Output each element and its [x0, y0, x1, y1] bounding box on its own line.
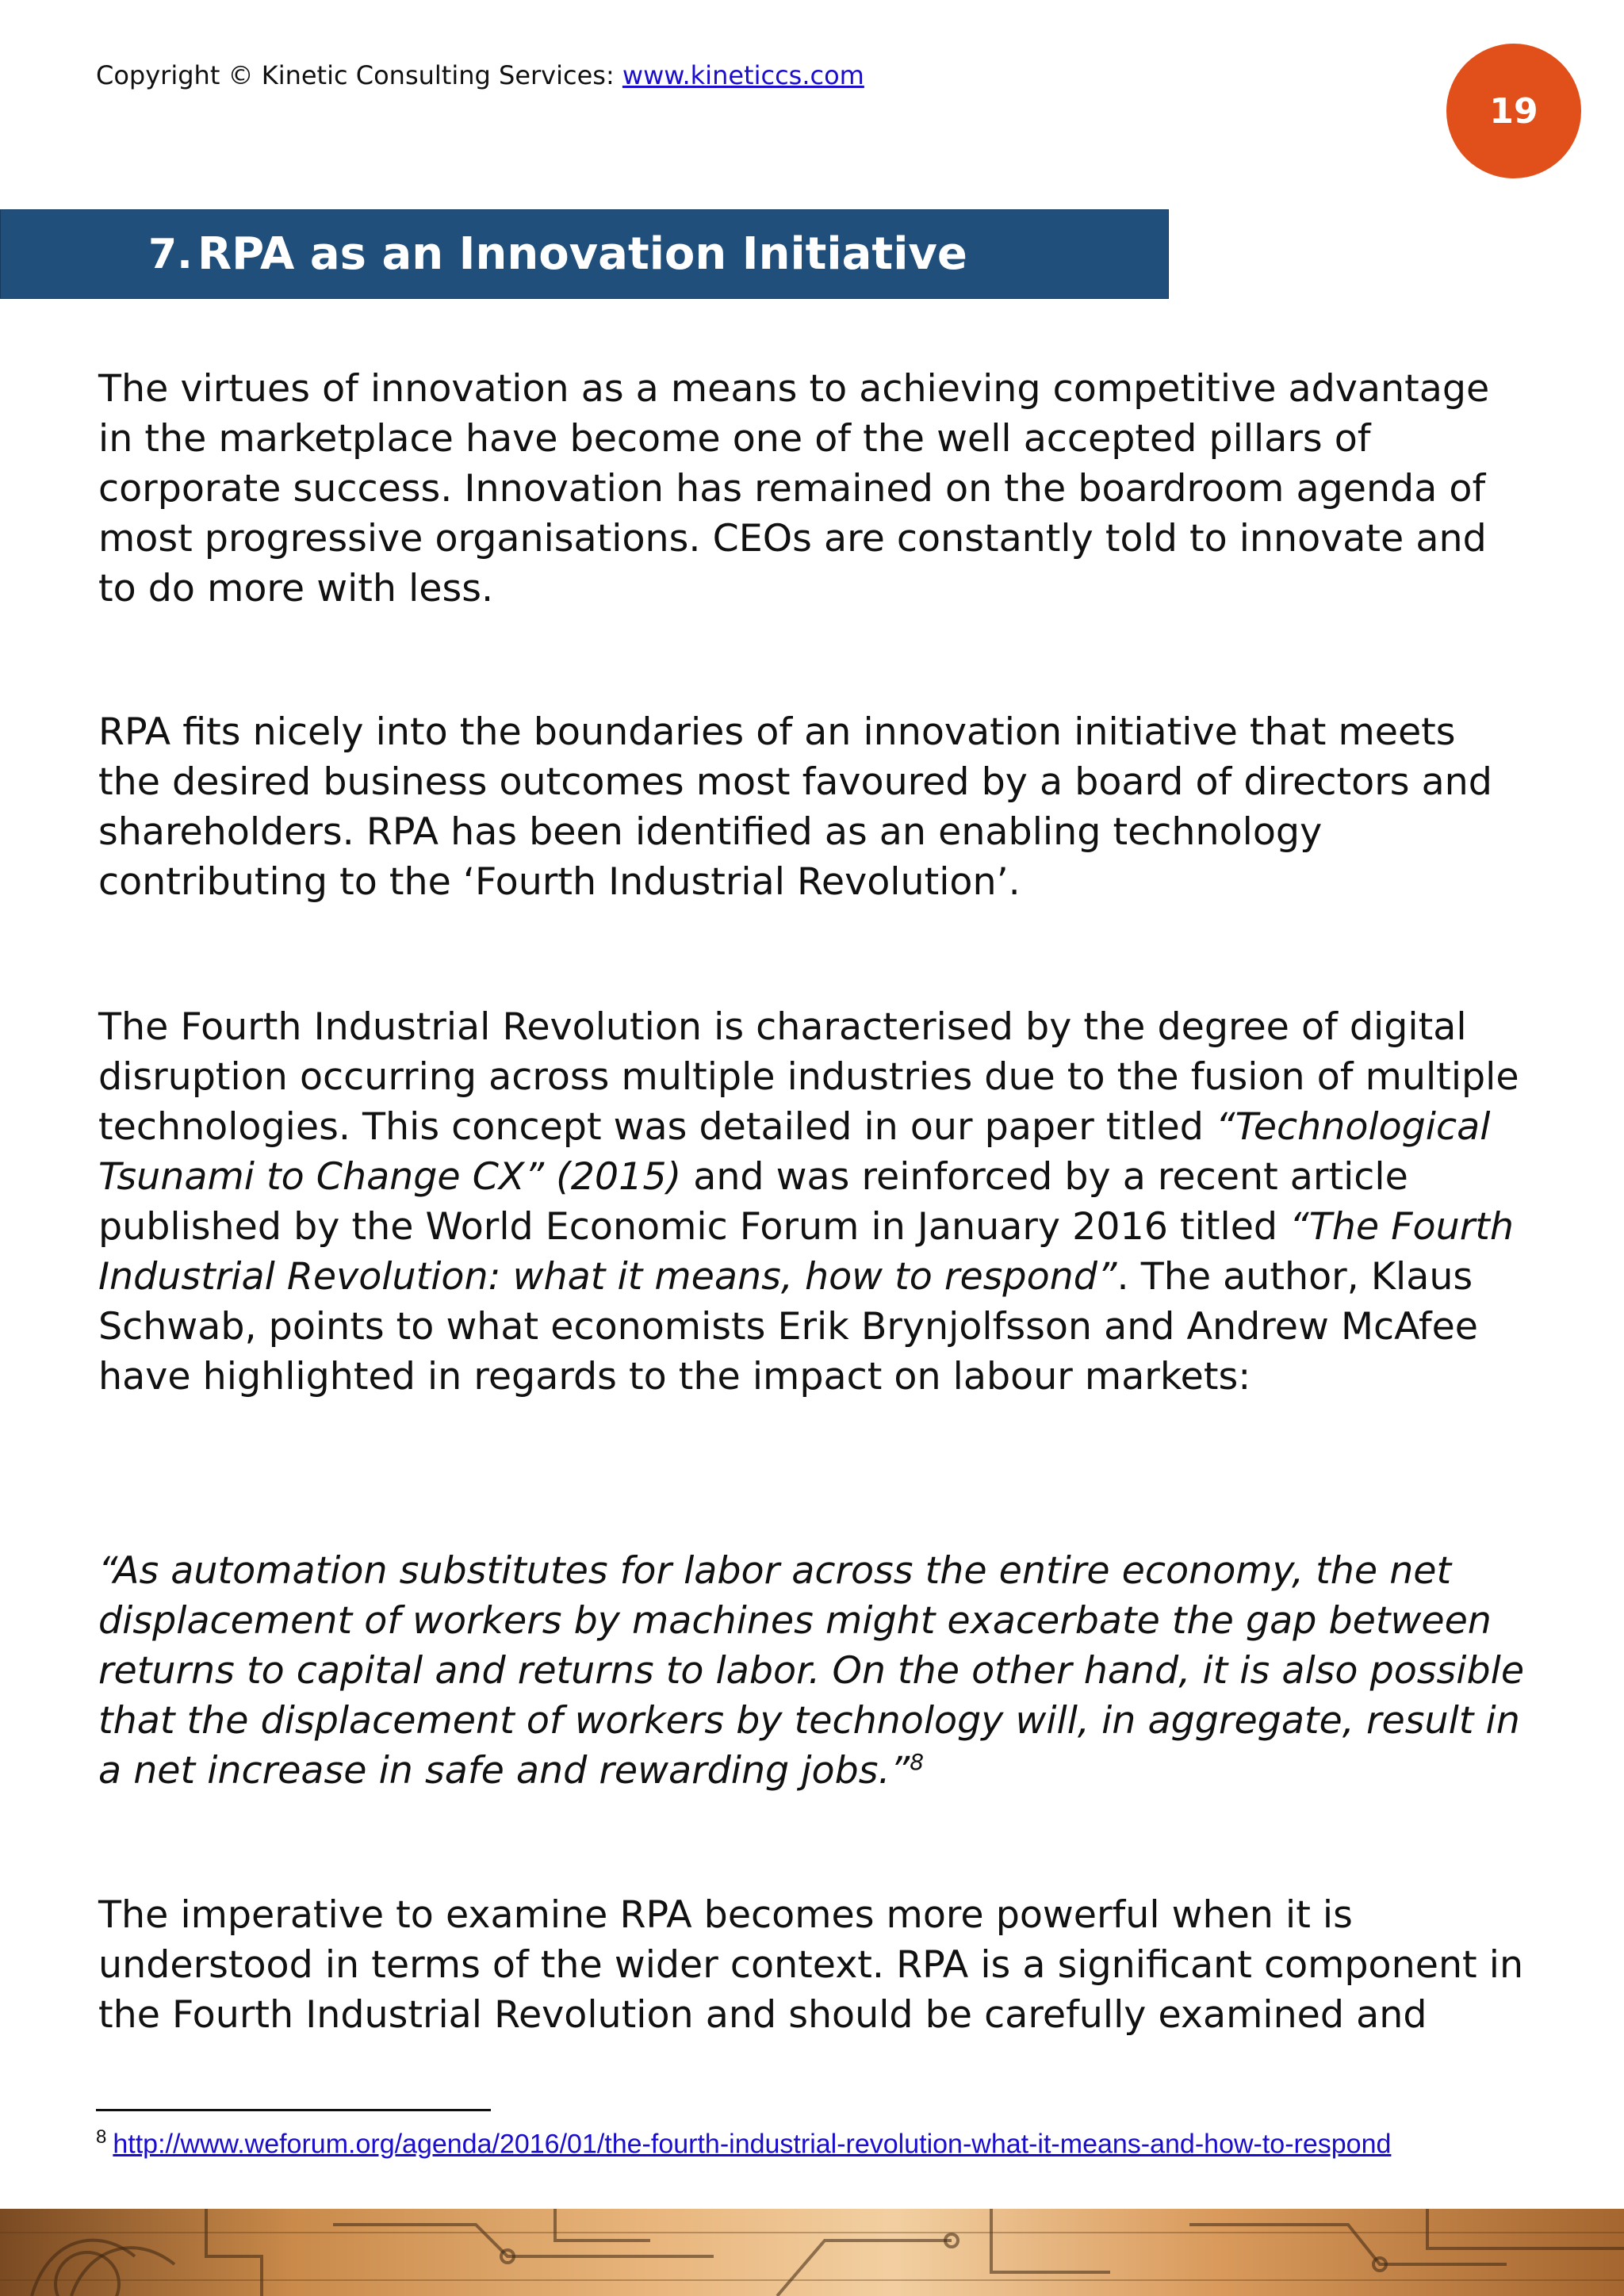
copyright-text: Copyright © Kinetic Consulting Services:	[96, 60, 622, 90]
paragraph-1: The virtues of innovation as a means to achieving competitive advantage in the marketplace have become one of the well accepted pillars of corporate success. Innovation has remained on the boardroom agenda of most progressive organisations. CEOs are constantly told to innovate and to do more with less.	[98, 367, 1490, 610]
footer-banner	[0, 2209, 1624, 2296]
page-number-badge: 19	[1446, 44, 1581, 178]
copyright-line	[96, 60, 864, 90]
article-title: “The Fourth Industrial Revolution: what it means, how to respond”	[98, 1205, 1514, 1299]
paragraph-3-text-b: and was reinforced by a recent article published by the World Economic Forum in January 2016 titled	[98, 1155, 1408, 1249]
paragraph-2: RPA fits nicely into the boundaries of an innovation initiative that meets the desired business outcomes most favoured by a board of directors and shareholders. RPA has been identified as an enabling technology contributing to the ‘Fourth Industrial Revolution’.	[98, 710, 1492, 904]
paper-title: “Technological Tsunami to Change CX” (2015)	[98, 1105, 1491, 1199]
section-number: 7.	[148, 230, 193, 278]
paragraph-4: The imperative to examine RPA becomes more powerful when it is understood in terms of the wider context. RPA is a significant component in the Fourth Industrial Revolution and should be carefully examined and	[98, 1893, 1524, 2037]
footnote-rule	[96, 2109, 491, 2111]
paragraph-3-text-a: The Fourth Industrial Revolution is characterised by the degree of digital disruption occurring across multiple industries due to the fusion of multiple technologies. This concept was detailed in our paper titled	[98, 1005, 1519, 1149]
circuit-banner-image	[0, 2209, 1624, 2296]
section-heading	[0, 209, 1169, 299]
block-quote	[98, 1546, 1526, 1796]
paragraph-3-text-c: . The author, Klaus Schwab, points to what economists Erik Brynjolfsson and Andrew McAfee have highlighted in regards to the impact on labour markets:	[98, 1255, 1479, 1399]
footnote	[96, 2126, 1391, 2160]
website-link[interactable]: www.kineticcs.com	[622, 60, 864, 90]
section-title: RPA as an Innovation Initiative	[197, 228, 967, 280]
footnote-mark: 8	[96, 2126, 107, 2148]
quote-text: “As automation substitutes for labor across the entire economy, the net displacement of workers by machines might exacerbate the gap between returns to capital and returns to labor. On the other hand, it is also possible that the displacement of workers by technology will, in aggregate, result in a net increase in safe and rewarding jobs.”	[98, 1549, 1525, 1793]
footnote-link[interactable]: http://www.weforum.org/agenda/2016/01/the-fourth-industrial-revolution-what-it-means-and-how-to-respond	[113, 2129, 1392, 2160]
paragraph-3	[98, 1002, 1526, 1402]
footnote-reference[interactable]: 8	[910, 1749, 925, 1776]
